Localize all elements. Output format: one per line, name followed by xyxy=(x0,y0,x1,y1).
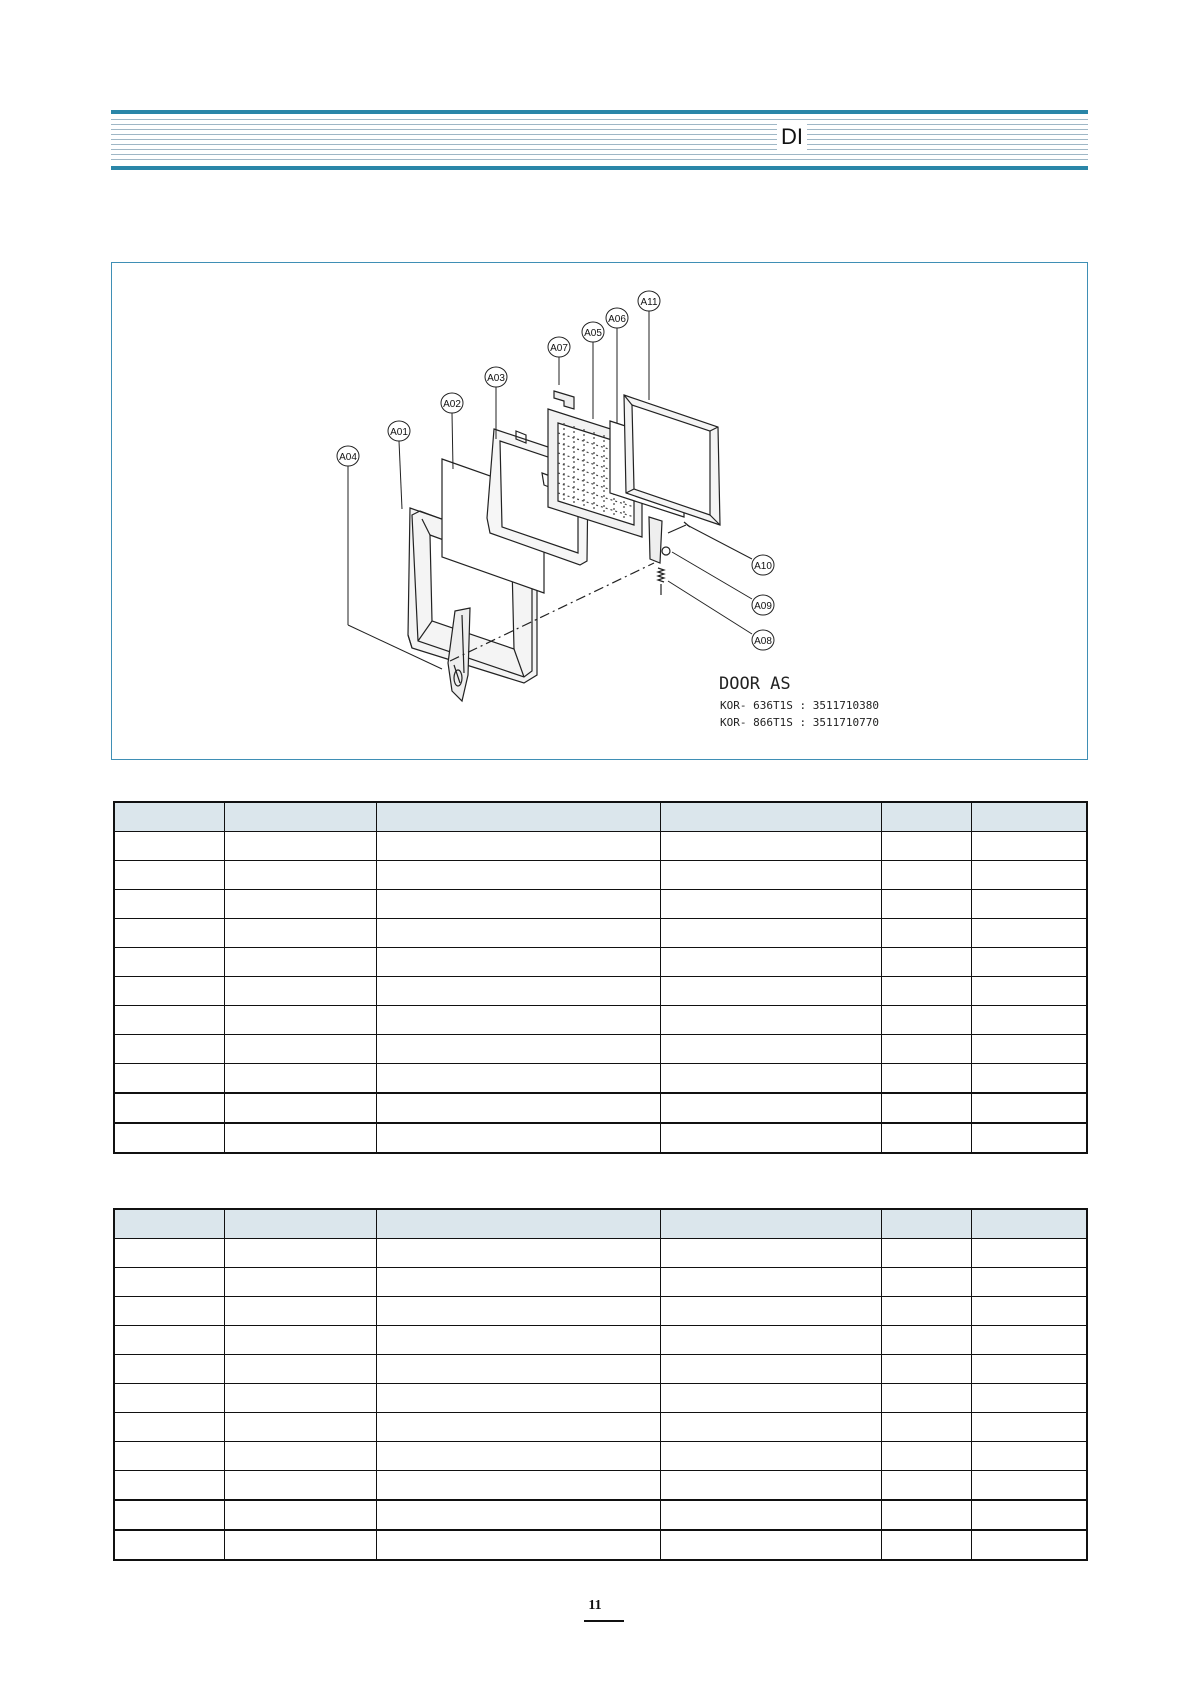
table-row xyxy=(114,1123,1087,1153)
callout-A04 xyxy=(337,446,359,466)
table-row xyxy=(114,1500,1087,1530)
callout-A09 xyxy=(752,595,774,615)
table-row xyxy=(114,1413,1087,1442)
callout-A05 xyxy=(582,322,604,342)
header-cell xyxy=(224,1209,376,1239)
table-row xyxy=(114,1239,1087,1268)
page-title: DI xyxy=(777,124,807,150)
header-cell xyxy=(971,802,1087,832)
table-row xyxy=(114,861,1087,890)
callout-A02 xyxy=(441,393,463,413)
table-row xyxy=(114,1442,1087,1471)
svg-text:A01: A01 xyxy=(390,427,408,438)
header-cell xyxy=(660,1209,881,1239)
table-row xyxy=(114,1530,1087,1560)
header-cell xyxy=(114,802,224,832)
svg-text:A10: A10 xyxy=(754,561,772,572)
header-cell xyxy=(881,802,971,832)
svg-text:A07: A07 xyxy=(550,343,568,354)
header-cell xyxy=(376,802,660,832)
callout-A08 xyxy=(752,630,774,650)
table-row xyxy=(114,890,1087,919)
table-row xyxy=(114,1384,1087,1413)
table-row xyxy=(114,1355,1087,1384)
svg-text:A02: A02 xyxy=(443,399,461,410)
table-row xyxy=(114,948,1087,977)
parts-table-2 xyxy=(113,1208,1088,1561)
svg-text:A04: A04 xyxy=(339,452,357,463)
svg-text:A11: A11 xyxy=(640,297,658,308)
table-row xyxy=(114,1006,1087,1035)
table-row xyxy=(114,919,1087,948)
header-cell xyxy=(224,802,376,832)
callout-A11 xyxy=(638,291,660,311)
parts-table-1 xyxy=(113,801,1088,1154)
svg-text:A03: A03 xyxy=(487,373,505,384)
table-row xyxy=(114,1326,1087,1355)
table-row xyxy=(114,977,1087,1006)
callout-A01 xyxy=(388,421,410,441)
page-number-underline xyxy=(584,1620,624,1622)
callout-A07 xyxy=(548,337,570,357)
table-row xyxy=(114,1268,1087,1297)
table-row xyxy=(114,1093,1087,1123)
hinge-part xyxy=(554,391,574,409)
table-header-row xyxy=(114,802,1087,832)
header-band xyxy=(111,110,1088,170)
diagram-caption: DOOR AS xyxy=(719,674,791,694)
header-cell xyxy=(971,1209,1087,1239)
model-line-1: KOR- 636T1S : 3511710380 xyxy=(720,699,879,712)
spring-part xyxy=(658,568,664,595)
callout-A10 xyxy=(752,555,774,575)
door-exploded-diagram xyxy=(111,262,1088,760)
header-cell xyxy=(881,1209,971,1239)
page-number: 11 xyxy=(588,1598,602,1613)
model-line-2: KOR- 866T1S : 3511710770 xyxy=(720,716,879,729)
svg-text:A08: A08 xyxy=(754,636,772,647)
svg-text:A06: A06 xyxy=(608,314,626,325)
header-cell xyxy=(114,1209,224,1239)
table-row xyxy=(114,1297,1087,1326)
table-row xyxy=(114,1064,1087,1094)
table-row xyxy=(114,832,1087,861)
header-cell xyxy=(376,1209,660,1239)
washer-part xyxy=(662,547,670,555)
svg-text:A09: A09 xyxy=(754,601,772,612)
table-row xyxy=(114,1471,1087,1501)
svg-text:A05: A05 xyxy=(584,328,602,339)
header-cell xyxy=(660,802,881,832)
callout-A03 xyxy=(485,367,507,387)
latch-hook-part xyxy=(649,517,662,563)
table-header-row xyxy=(114,1209,1087,1239)
callout-A06 xyxy=(606,308,628,328)
table-row xyxy=(114,1035,1087,1064)
